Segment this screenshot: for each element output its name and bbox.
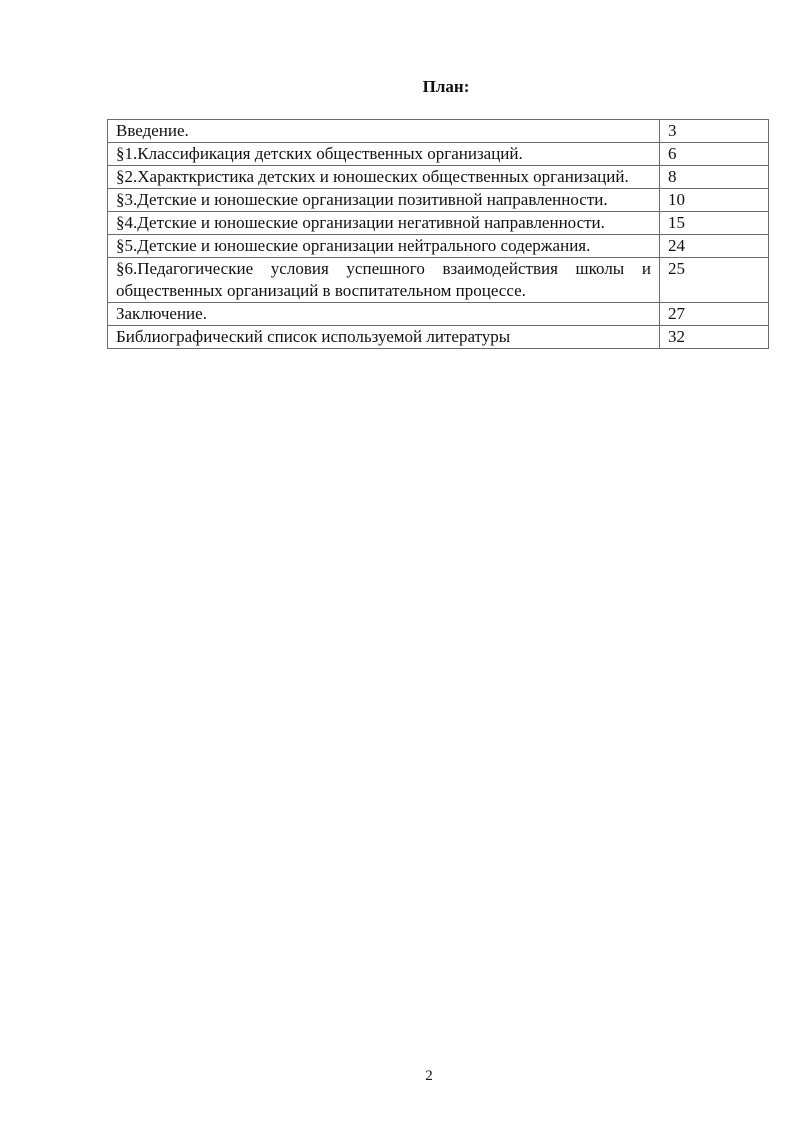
- toc-row: [108, 143, 769, 166]
- toc-entry-title: §5.Детские и юношеские организации нейтрального содержания.: [108, 235, 660, 258]
- toc-entry-title: Библиографический список используемой литературы: [108, 326, 660, 349]
- page-number: 2: [425, 1068, 433, 1084]
- toc-entry-page: 32: [660, 326, 769, 349]
- toc-row: [108, 189, 769, 212]
- toc-entry-page: 8: [660, 166, 769, 189]
- table-of-contents: [107, 119, 769, 349]
- toc-entry-title: §3.Детские и юношеские организации позитивной направленности.: [108, 189, 660, 212]
- toc-entry-page: 24: [660, 235, 769, 258]
- toc-entry-page: 3: [660, 120, 769, 143]
- toc-row: [108, 258, 769, 303]
- toc-row: [108, 166, 769, 189]
- toc-row: [108, 235, 769, 258]
- toc-row: [108, 326, 769, 349]
- toc-row: [108, 120, 769, 143]
- toc-entry-title: §6.Педагогические условия успешного взаимодействия школы и общественных организаций в воспитательном процессе.: [108, 258, 660, 303]
- page-title: План:: [422, 77, 470, 96]
- toc-row: [108, 212, 769, 235]
- toc-entry-page: 6: [660, 143, 769, 166]
- toc-entry-title: §1.Классификация детских общественных организаций.: [108, 143, 660, 166]
- toc-entry-title: §4.Детские и юношеские организации негативной направленности.: [108, 212, 660, 235]
- toc-row: [108, 303, 769, 326]
- toc-entry-page: 25: [660, 258, 769, 303]
- toc-entry-page: 27: [660, 303, 769, 326]
- toc-entry-title: Заключение.: [108, 303, 660, 326]
- toc-entry-title: Введение.: [108, 120, 660, 143]
- toc-entry-title: §2.Характкристика детских и юношеских общественных организаций.: [108, 166, 660, 189]
- toc-entry-page: 15: [660, 212, 769, 235]
- toc-entry-page: 10: [660, 189, 769, 212]
